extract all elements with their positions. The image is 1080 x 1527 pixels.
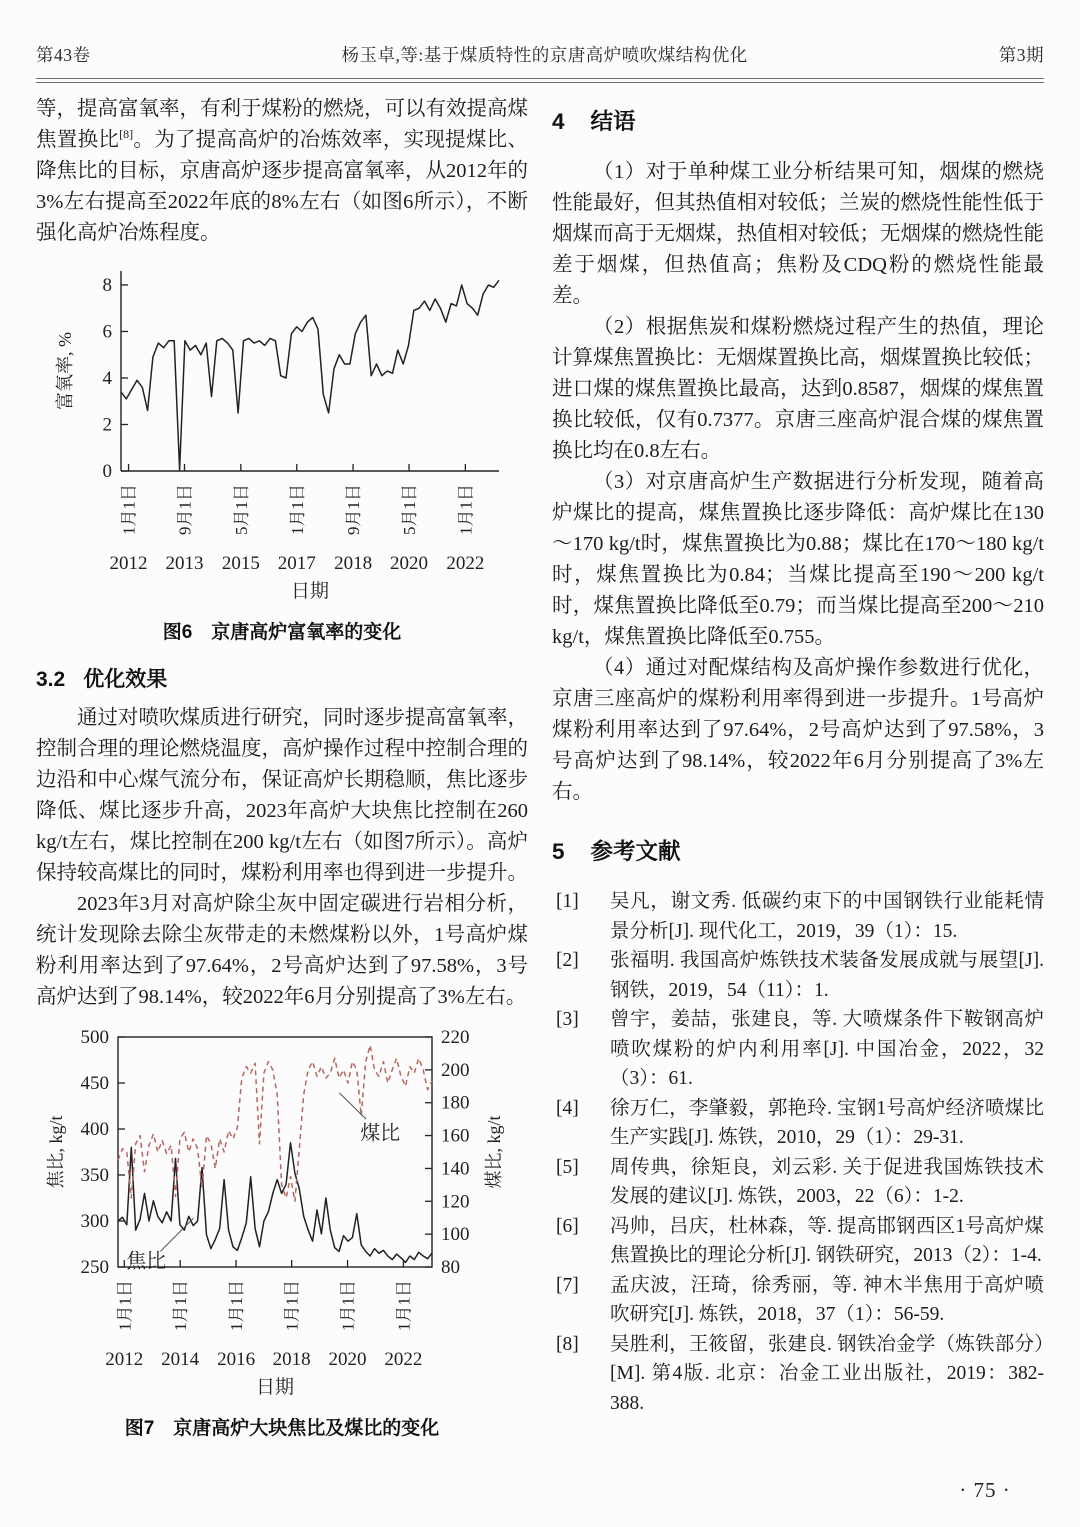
svg-text:1月1日: 1月1日 (119, 484, 139, 535)
fig6-oxygen-rate-chart (47, 261, 517, 605)
svg-text:1月1日: 1月1日 (282, 1280, 302, 1331)
svg-text:220: 220 (441, 1027, 470, 1048)
svg-text:1月1日: 1月1日 (394, 1280, 414, 1331)
svg-text:焦比, kg/t: 焦比, kg/t (46, 1115, 66, 1189)
svg-text:日期: 日期 (290, 581, 330, 602)
reference-item: [4] 徐万仁，李肇毅，郭艳玲. 宝钢1号高炉经济喷煤比生产实践[J]. 炼铁，2010，29（1）：29-31. (556, 1097, 1044, 1148)
figure7 (36, 1025, 528, 1411)
svg-text:250: 250 (80, 1257, 109, 1278)
svg-text:1月1日: 1月1日 (171, 1280, 191, 1331)
conclusion-item-4: （4）通过对配煤结构及高炉操作参数进行优化，京唐三座高炉的煤粉利用率得到进一步提升。1号高炉煤粉利用率达到了97.64%，2号高炉达到了97.58%，3号高炉达到了98.14%，较2022年6月分别提高了3%左右。 (552, 657, 1044, 803)
svg-text:9月1日: 9月1日 (175, 484, 195, 535)
reference-item: [7] 孟庆波，汪琦，徐秀丽，等. 神木半焦用于高炉喷吹研究[J]. 炼铁，2018，37（1）：56-59. (556, 1274, 1044, 1325)
fig6-caption: 图6 京唐高炉富氧率的变化 (162, 622, 402, 643)
section-5-heading: 5 参考文献 (552, 839, 681, 864)
svg-text:400: 400 (80, 1119, 109, 1140)
svg-text:300: 300 (80, 1211, 109, 1232)
svg-text:1月1日: 1月1日 (338, 1280, 358, 1331)
svg-text:2014: 2014 (161, 1349, 200, 1370)
fig7-caption: 图7 京唐高炉大块焦比及煤比的变化 (124, 1418, 440, 1439)
svg-text:2022: 2022 (446, 553, 485, 574)
reference-item: [8] 吴胜利，王筱留，张建良. 钢铁冶金学（炼铁部分）[M]. 第4版. 北京：冶金工业出版社，2019：382-388. (556, 1333, 1044, 1414)
svg-text:1月1日: 1月1日 (287, 484, 307, 535)
page-header (36, 42, 1044, 67)
svg-text:2013: 2013 (165, 553, 204, 574)
svg-text:煤比, kg/t: 煤比, kg/t (484, 1115, 504, 1189)
svg-text:焦比: 焦比 (126, 1250, 167, 1273)
svg-text:180: 180 (441, 1092, 470, 1114)
paragraph-optimization-effect: 通过对喷吹煤质进行研究，同时逐步提高富氧率，控制合理的理论燃烧温度，高炉操作过程中控制合理的边沿和中心煤气流分布，保证高炉长期稳顺，焦比逐步降低、煤比逐步升高，2023年高炉大块焦比控制在260 kg/t左右，煤比控制在200 kg/t左右（如图7所示）。高炉保持较高煤比的同时，煤粉利用率也得到进一步提升。 (36, 707, 528, 884)
svg-text:2017: 2017 (277, 553, 316, 574)
reference-item: [6] 冯帅，吕庆，杜林森，等. 提高邯钢西区1号高炉煤焦置换比的理论分析[J]. 钢铁研究，2013（2）：1-4. (556, 1215, 1044, 1266)
reference-item: [3] 曾宇，姜喆，张建良，等. 大喷煤条件下鞍钢高炉喷吹煤粉的炉内利用率[J]. 中国冶金，2022，32（3）：61. (556, 1009, 1044, 1089)
citation-sup: [8] (119, 127, 134, 142)
svg-text:2012: 2012 (109, 553, 148, 574)
header-issue: 第3期 (998, 45, 1044, 65)
reference-list (552, 887, 1044, 1418)
left-column (36, 94, 528, 1454)
figure6 (36, 261, 528, 615)
svg-text:2022: 2022 (384, 1349, 423, 1370)
svg-text:2018: 2018 (272, 1349, 311, 1370)
paragraph-utilization: 2023年3月对高炉除尘灰中固定碳进行岩相分析，统计发现除去除尘灰带走的未燃煤粉以外，1号高炉煤粉利用率达到了97.64%，2号高炉达到了97.58%，3号高炉达到了98.14%，较2022年6月分别提高了3%左右。 (36, 893, 528, 1008)
svg-text:2: 2 (102, 414, 112, 436)
svg-text:煤比: 煤比 (360, 1122, 401, 1145)
svg-text:0: 0 (102, 461, 112, 482)
header-volume: 第43卷 (36, 45, 91, 65)
reference-item: [2] 张福明. 我国高炉炼铁技术装备发展成就与展望[J]. 钢铁，2019，54（11）：1. (556, 950, 1044, 1001)
svg-text:9月1日: 9月1日 (344, 484, 364, 535)
reference-item: [5] 周传典，徐矩良，刘云彩. 关于促进我国炼铁技术发展的建议[J]. 炼铁，2003，22（6）：1-2. (556, 1156, 1044, 1207)
svg-text:2012: 2012 (105, 1349, 144, 1370)
svg-text:200: 200 (441, 1059, 470, 1081)
svg-text:500: 500 (80, 1027, 109, 1048)
svg-text:450: 450 (80, 1073, 109, 1094)
section-3-2-heading: 3.2 优化效果 (36, 668, 168, 691)
svg-text:富氧率, %: 富氧率, % (55, 332, 75, 410)
conclusion-item-3: （3）对京唐高炉生产数据进行分析发现，随着高炉煤比的提高，煤焦置换比逐步降低：高炉煤比在130～170 kg/t时，煤焦置换比为0.88；煤比在170～180 kg/t时，煤焦置换比为0.84；当煤比提高至190～200 kg/t时，煤焦置换比降低至0.79；而当煤比提高至200～210 kg/t，煤焦置换比降低至0.755。 (552, 471, 1044, 648)
fig7-coke-coal-ratio-chart (38, 1025, 526, 1401)
conclusion-item-1: （1）对于单种煤工业分析结果可知，烟煤的燃烧性能最好，但其热值相对较低；兰炭的燃烧性能性低于烟煤而高于无烟煤，热值相对较低；无烟煤的燃烧性能差于烟煤，但热值高；焦粉及CDQ粉的燃烧性能最差。 (552, 161, 1044, 307)
svg-text:5月1日: 5月1日 (231, 484, 251, 535)
svg-text:1月1日: 1月1日 (456, 484, 476, 535)
header-running-title: 杨玉卓,等:基于煤质特性的京唐高炉喷吹煤结构优化 (341, 45, 748, 65)
svg-text:140: 140 (441, 1158, 470, 1180)
page-number: · 75 · (959, 1478, 1011, 1502)
svg-text:日期: 日期 (255, 1377, 295, 1398)
svg-text:1月1日: 1月1日 (227, 1280, 247, 1331)
right-column (552, 94, 1044, 1418)
svg-text:5月1日: 5月1日 (400, 484, 420, 535)
svg-text:4: 4 (102, 367, 112, 389)
paragraph-continuation: 等，提高富氧率，有利于煤粉的燃烧，可以有效提高煤焦置换比[8]。为了提高高炉的冶炼效率，实现提煤比、降焦比的目标，京唐高炉逐步提高富氧率，从2012年的3%左右提高至2022年底的8%左右（如图6所示），不断强化高炉冶炼程度。 (36, 98, 529, 244)
svg-text:8: 8 (102, 274, 112, 296)
reference-item: [1] 吴凡，谢文秀. 低碳约束下的中国钢铁行业能耗情景分析[J]. 现代化工，2019，39（1）：15. (556, 891, 1044, 942)
svg-text:80: 80 (441, 1257, 460, 1278)
conclusion-item-2: （2）根据焦炭和煤粉燃烧过程产生的热值，理论计算煤焦置换比：无烟煤置换比高，烟煤置换比较低；进口煤的煤焦置换比最高，达到0.8587，烟煤的煤焦置换比较低，仅有0.7377。京唐三座高炉混合煤的煤焦置换比均在0.8左右。 (552, 316, 1044, 462)
header-divider (36, 78, 1044, 83)
svg-text:6: 6 (102, 321, 112, 343)
svg-text:2015: 2015 (221, 553, 260, 574)
svg-text:2018: 2018 (334, 553, 373, 574)
svg-text:1月1日: 1月1日 (115, 1280, 135, 1331)
svg-text:2020: 2020 (390, 553, 429, 574)
svg-text:2016: 2016 (217, 1349, 256, 1370)
svg-text:350: 350 (80, 1165, 109, 1186)
svg-text:2020: 2020 (328, 1349, 367, 1370)
svg-text:120: 120 (441, 1191, 470, 1213)
svg-text:160: 160 (441, 1125, 470, 1147)
section-4-heading: 4 结语 (552, 109, 636, 134)
svg-text:100: 100 (441, 1224, 470, 1246)
